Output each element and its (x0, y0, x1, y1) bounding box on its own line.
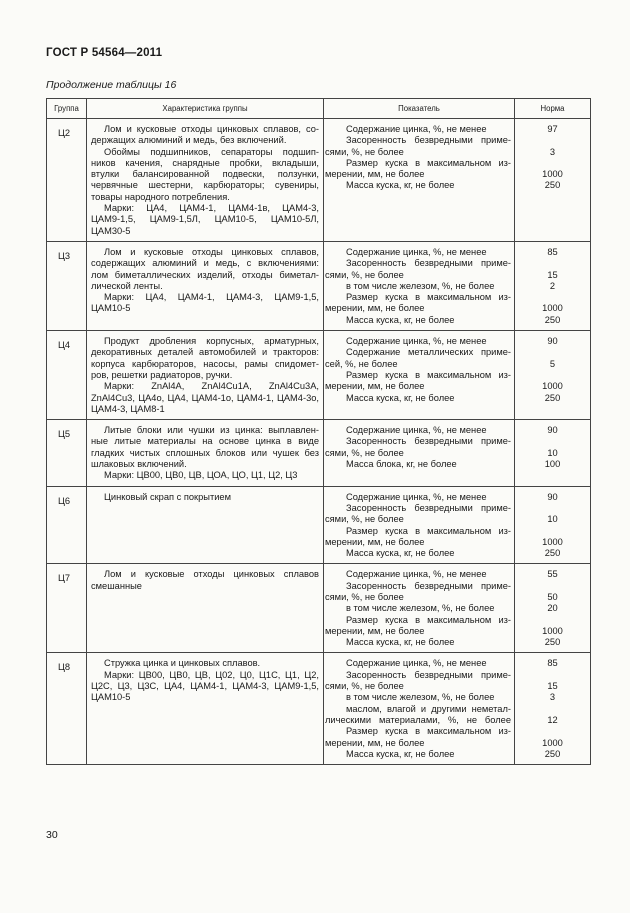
norm-value: 55 (547, 569, 558, 580)
table-row (47, 420, 591, 486)
indicator-line: Размер куска в максимальном из- (346, 525, 511, 536)
characteristic-line: ЦАМ9-1,5, ЦАМ9-1,5Л, ЦАМ10-5, ЦАМ10-5Л, (91, 214, 319, 225)
norm-value (515, 135, 590, 146)
characteristic-line: Литые блоки или чушки из цинка: выплавлен- (104, 425, 319, 436)
norm-value: 100 (544, 459, 561, 470)
norm-value: 85 (547, 246, 558, 257)
norm-value (515, 347, 590, 358)
norm-cell (515, 331, 591, 420)
characteristic-line: Марки: ZnAl4A, ZnAl4Cu1A, ZnAl4Cu3A, (104, 381, 319, 392)
indicator-line: Масса куска, кг, не более (346, 637, 455, 648)
characteristic-cell (87, 486, 324, 564)
characteristic-line: гладких чистых сплошных блоков или чушек без (91, 447, 319, 458)
characteristic-line: Ц2С, Ц3, Ц3С, ЦА4, ЦАМ4-1, ЦАМ4-3, ЦАМ9-1,5, (91, 681, 319, 692)
characteristic-line: Лом и кусковые отходы цинковых сплавов (104, 569, 319, 580)
characteristic-line: Стружка цинка и цинковых сплавов. (104, 658, 261, 669)
norm-value (515, 726, 590, 737)
indicator-line: мерении, мм, не более (325, 536, 425, 547)
indicator-line: Масса куска, кг, не более (346, 180, 455, 191)
norm-value (515, 704, 590, 715)
characteristic-line: ников качения, снарядные пробки, вкладыши, (91, 157, 319, 168)
group-cell: Ц5 (47, 420, 87, 486)
indicator-line: в том числе железом, %, не более (346, 603, 495, 614)
indicator-line: мерении, мм, не более (325, 737, 425, 748)
norm-value (515, 503, 590, 514)
characteristic-cell (87, 420, 324, 486)
characteristic-line: декоративных деталей автомобилей и тракторов: (91, 347, 319, 358)
norm-value: 1000 (542, 737, 563, 748)
table-row (47, 331, 591, 420)
norm-value: 3 (549, 692, 556, 703)
indicator-cell (324, 564, 515, 653)
norm-value (515, 526, 590, 537)
norm-value: 10 (547, 514, 558, 525)
indicator-line: Содержание металлических приме- (346, 347, 511, 358)
indicator-line: в том числе железом, %, не более (346, 280, 495, 291)
indicator-line: Размер куска в максимальном из- (346, 369, 511, 380)
indicator-cell (324, 653, 515, 765)
indicator-line: Содержание цинка, %, не менее (346, 124, 487, 134)
norm-value: 97 (547, 124, 558, 134)
norm-value (515, 581, 590, 592)
indicator-line: сями, %, не более (325, 681, 404, 692)
group-cell: Ц4 (47, 331, 87, 420)
indicator-cell (324, 241, 515, 330)
table-row (47, 564, 591, 653)
document-title: ГОСТ Р 54564—2011 (46, 47, 163, 59)
norm-value (515, 292, 590, 303)
indicator-line: сей, %, не более (325, 358, 398, 369)
group-cell: Ц7 (47, 564, 87, 653)
norm-value: 10 (547, 447, 558, 458)
characteristic-cell (87, 119, 324, 242)
group-cell: Ц3 (47, 241, 87, 330)
indicator-line: сями, %, не более (325, 447, 404, 458)
norm-value: 15 (547, 269, 558, 280)
indicator-line: Размер куска в максимальном из- (346, 614, 511, 625)
indicator-line: сями, %, не более (325, 591, 404, 602)
column-header-indicator: Показатель (324, 99, 515, 119)
norm-value: 15 (547, 681, 558, 692)
norm-value: 50 (547, 591, 558, 602)
indicator-line: мерении, мм, не более (325, 169, 425, 180)
characteristic-cell (87, 331, 324, 420)
norm-cell (515, 241, 591, 330)
norm-value: 250 (544, 180, 561, 191)
norm-value: 90 (547, 425, 558, 436)
characteristic-line: Марки: ЦВ00, ЦВ0, ЦВ, ЦОА, ЦО, Ц1, Ц2, Ц3 (104, 470, 298, 481)
indicator-line: сями, %, не более (325, 269, 404, 280)
indicator-line: Содержание цинка, %, не менее (346, 246, 487, 257)
table-body (47, 119, 591, 765)
column-header-characteristic: Характеристика группы (87, 99, 324, 119)
characteristic-line: ЦАМ4-3, ЦАМ8-1 (91, 403, 165, 414)
characteristic-line: смешанные (91, 580, 142, 591)
characteristic-line: содержащих алюминий и медь, с включениями: (91, 258, 319, 269)
table-row (47, 241, 591, 330)
indicator-line: Масса блока, кг, не более (346, 459, 457, 470)
norm-value: 250 (544, 548, 561, 559)
indicator-line: Содержание цинка, %, не менее (346, 336, 487, 347)
norm-value (515, 615, 590, 626)
indicator-line: Засоренность безвредными приме- (346, 669, 511, 680)
characteristic-line: Обоймы подшипников, сепараторы подшип- (104, 146, 319, 157)
indicator-line: Засоренность безвредными приме- (346, 135, 511, 146)
characteristic-line: ЦАМ10-5 (91, 303, 131, 314)
indicator-line: Масса куска, кг, не более (346, 748, 455, 759)
characteristic-line: втулки балансированной подвески, ползунки, (91, 169, 319, 180)
indicator-line: маслом, влагой и другими неметал- (346, 703, 511, 714)
norm-value: 1000 (542, 381, 563, 392)
characteristic-line: Марки: ЦА4, ЦАМ4-1, ЦАМ4-3, ЦАМ9-1,5, (104, 292, 319, 303)
characteristic-cell (87, 653, 324, 765)
characteristic-line: ЦАМ10-5 (91, 692, 131, 703)
indicator-line: мерении, мм, не более (325, 381, 425, 392)
characteristic-line: ров, решетки радиаторов, ручки. (91, 369, 233, 380)
indicator-line: Засоренность безвредными приме- (346, 502, 511, 513)
indicator-cell (324, 119, 515, 242)
characteristic-line: держащих алюминий и медь, без включений. (91, 135, 287, 146)
norm-value: 1000 (542, 169, 563, 180)
characteristic-line: Марки: ЦВ00, ЦВ0, ЦВ, Ц02, Ц0, Ц1С, Ц1, Ц2, (104, 669, 319, 680)
group-cell: Ц8 (47, 653, 87, 765)
characteristic-cell (87, 241, 324, 330)
characteristic-line: лической ленты. (91, 280, 163, 291)
norm-value: 3 (549, 146, 556, 157)
characteristic-line: ЦАМ30-5 (91, 225, 131, 236)
norm-value: 250 (544, 392, 561, 403)
table-row (47, 653, 591, 765)
indicator-cell (324, 420, 515, 486)
norm-cell (515, 653, 591, 765)
column-header-norm: Норма (515, 99, 591, 119)
group-cell: Ц6 (47, 486, 87, 564)
characteristic-line: товары народного потребления. (91, 191, 230, 202)
page-number: 30 (46, 829, 58, 841)
indicator-line: Содержание цинка, %, не менее (346, 658, 487, 669)
characteristic-line: ные литые материалы на основе цинка в виде (91, 436, 319, 447)
norm-value: 20 (547, 603, 558, 614)
indicator-line: Содержание цинка, %, не менее (346, 491, 487, 502)
characteristic-line: корпуса карбюраторов, насосы, рамы спидомет- (91, 358, 319, 369)
characteristic-line: Лом и кусковые отходы цинковых сплавов, (104, 246, 319, 257)
indicator-line: Масса куска, кг, не более (346, 548, 455, 559)
norm-value: 1000 (542, 303, 563, 314)
characteristic-line: Продукт дробления корпусных, арматурных, (104, 336, 319, 347)
norm-value: 90 (547, 336, 558, 347)
indicator-line: мерении, мм, не более (325, 625, 425, 636)
norm-value: 250 (544, 314, 561, 325)
characteristic-line: шлаковых включений. (91, 459, 187, 470)
characteristic-line: Лом и кусковые отходы цинковых сплавов, со- (104, 124, 319, 134)
indicator-line: Засоренность безвредными приме- (346, 258, 511, 269)
characteristic-line: лом биметаллических изделий, отходы биметал- (91, 269, 319, 280)
indicator-line: в том числе железом, %, не более (346, 692, 495, 703)
norm-value: 2 (549, 280, 556, 291)
norm-value: 12 (547, 714, 558, 725)
group-cell: Ц2 (47, 119, 87, 242)
norm-value: 250 (544, 748, 561, 759)
indicator-line: Масса куска, кг, не более (346, 314, 455, 325)
norm-value (515, 158, 590, 169)
indicator-line: Размер куска в максимальном из- (346, 726, 511, 737)
norm-value: 85 (547, 658, 558, 669)
indicator-line: лическими материалами, %, не более (325, 714, 511, 725)
indicator-line: Содержание цинка, %, не менее (346, 425, 487, 436)
indicator-line: сями, %, не более (325, 146, 404, 157)
indicator-line: мерении, мм, не более (325, 303, 425, 314)
table-row (47, 486, 591, 564)
table-header-row (47, 99, 591, 119)
indicator-line: Содержание цинка, %, не менее (346, 569, 487, 580)
norm-value: 90 (547, 491, 558, 502)
norm-value (515, 436, 590, 447)
norm-value: 250 (544, 637, 561, 648)
norm-value: 1000 (542, 536, 563, 547)
column-header-group: Группа (47, 99, 87, 119)
norm-value (515, 258, 590, 269)
indicator-line: Засоренность безвредными приме- (346, 580, 511, 591)
characteristic-line: Марки: ЦА4, ЦАМ4-1, ЦАМ4-1в, ЦАМ4-3, (104, 203, 319, 214)
table-caption: Продолжение таблицы 16 (46, 79, 177, 91)
indicator-cell (324, 331, 515, 420)
characteristic-line: Цинковый скрап с покрытием (104, 491, 231, 502)
norm-value: 5 (549, 358, 556, 369)
indicator-cell (324, 486, 515, 564)
norm-value: 1000 (542, 625, 563, 636)
indicator-line: Масса куска, кг, не более (346, 392, 455, 403)
characteristic-cell (87, 564, 324, 653)
indicator-line: Размер куска в максимальном из- (346, 292, 511, 303)
norm-cell (515, 564, 591, 653)
indicator-line: Размер куска в максимальном из- (346, 157, 511, 168)
data-table (46, 98, 591, 765)
indicator-line: сями, %, не более (325, 514, 404, 525)
norm-cell (515, 420, 591, 486)
indicator-line: Засоренность безвредными приме- (346, 436, 511, 447)
characteristic-line: червячные шестерни, карбюраторы; сувениры, (91, 180, 319, 191)
norm-cell (515, 119, 591, 242)
table-row (47, 119, 591, 242)
norm-value (515, 670, 590, 681)
characteristic-line: ZnAl4Cu3, ЦА4о, ЦА4, ЦАМ4-1о, ЦАМ4-1, ЦАМ4-3о, (91, 392, 319, 403)
norm-value (515, 370, 590, 381)
norm-cell (515, 486, 591, 564)
